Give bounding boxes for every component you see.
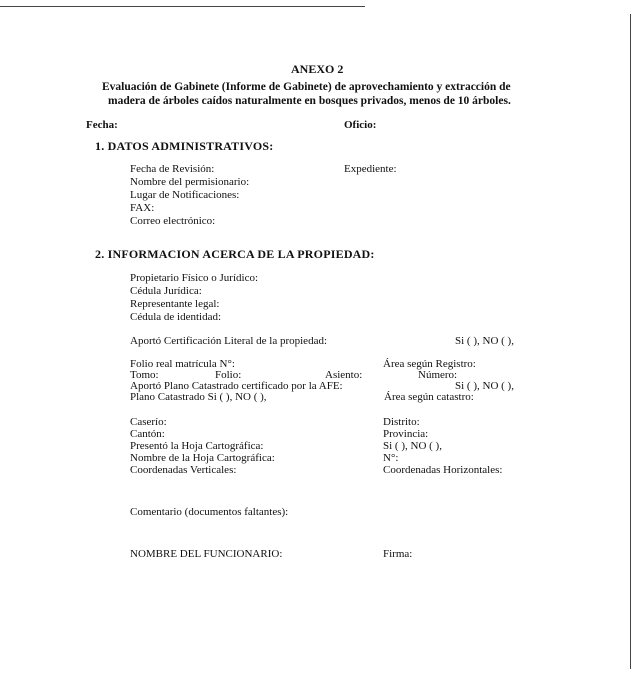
firma-label: Firma: xyxy=(383,548,413,560)
plano-catastrado-label: Plano Catastrado Si ( ), NO ( ), xyxy=(130,391,267,403)
caserio-label: Caserío: xyxy=(130,416,167,428)
area-catastro-label: Área según catastro: xyxy=(384,391,474,403)
permisionario-label: Nombre del permisionario: xyxy=(130,176,250,188)
subtitle-line-2: madera de árboles caídos naturalmente en bosques privados, menos de 10 árboles. xyxy=(108,95,511,107)
certificacion-options: Si ( ), NO ( ), xyxy=(455,335,514,347)
fecha-label: Fecha: xyxy=(86,119,118,131)
folio-label: Folio: xyxy=(215,369,242,381)
fax-label: FAX: xyxy=(130,202,155,214)
certificacion-label: Aportó Certificación Literal de la propiedad: xyxy=(130,335,328,347)
area-registro-label: Área según Registro: xyxy=(383,358,476,370)
oficio-label: Oficio: xyxy=(344,119,377,131)
coord-horizontales-label: Coordenadas Horizontales: xyxy=(383,464,503,476)
expediente-label: Expediente: xyxy=(344,163,397,175)
asiento-label: Asiento: xyxy=(325,369,363,381)
section-1-heading: 1. DATOS ADMINISTRATIVOS: xyxy=(95,139,274,153)
funcionario-label: NOMBRE DEL FUNCIONARIO: xyxy=(130,548,283,560)
top-border-line xyxy=(0,6,365,7)
fecha-revision-label: Fecha de Revisión: xyxy=(130,163,215,175)
plano-afe-options: Si ( ), NO ( ), xyxy=(455,380,514,392)
cedula-identidad-label: Cédula de identidad: xyxy=(130,311,222,323)
numero-label: Número: xyxy=(418,369,458,381)
canton-label: Cantón: xyxy=(130,428,165,440)
coord-verticales-label: Coordenadas Verticales: xyxy=(130,464,237,476)
distrito-label: Distrito: xyxy=(383,416,420,428)
representante-label: Representante legal: xyxy=(130,298,220,310)
provincia-label: Provincia: xyxy=(383,428,429,440)
comentario-label: Comentario (documentos faltantes): xyxy=(130,506,289,518)
correo-label: Correo electrónico: xyxy=(130,215,216,227)
right-border-line xyxy=(630,14,631,669)
hoja-presento-label: Presentó la Hoja Cartográfica: xyxy=(130,440,264,452)
plano-afe-label: Aportó Plano Catastrado certificado por la AFE: xyxy=(130,380,343,392)
propietario-label: Propietario Físico o Jurídico: xyxy=(130,272,259,284)
hoja-nombre-label: Nombre de la Hoja Cartográfica: xyxy=(130,452,275,464)
document-title: ANEXO 2 xyxy=(291,62,344,76)
section-2-heading: 2. INFORMACION ACERCA DE LA PROPIEDAD: xyxy=(95,247,375,261)
tomo-label: Tomo: xyxy=(130,369,159,381)
folio-real-label: Folio real matrícula N°: xyxy=(130,358,235,370)
numero-hoja-label: N°: xyxy=(383,452,399,464)
cedula-juridica-label: Cédula Jurídica: xyxy=(130,285,202,297)
hoja-presento-options: Si ( ), NO ( ), xyxy=(383,440,442,452)
notificaciones-label: Lugar de Notificaciones: xyxy=(130,189,240,201)
subtitle-line-1: Evaluación de Gabinete (Informe de Gabinete) de aprovechamiento y extracción de xyxy=(102,81,511,93)
